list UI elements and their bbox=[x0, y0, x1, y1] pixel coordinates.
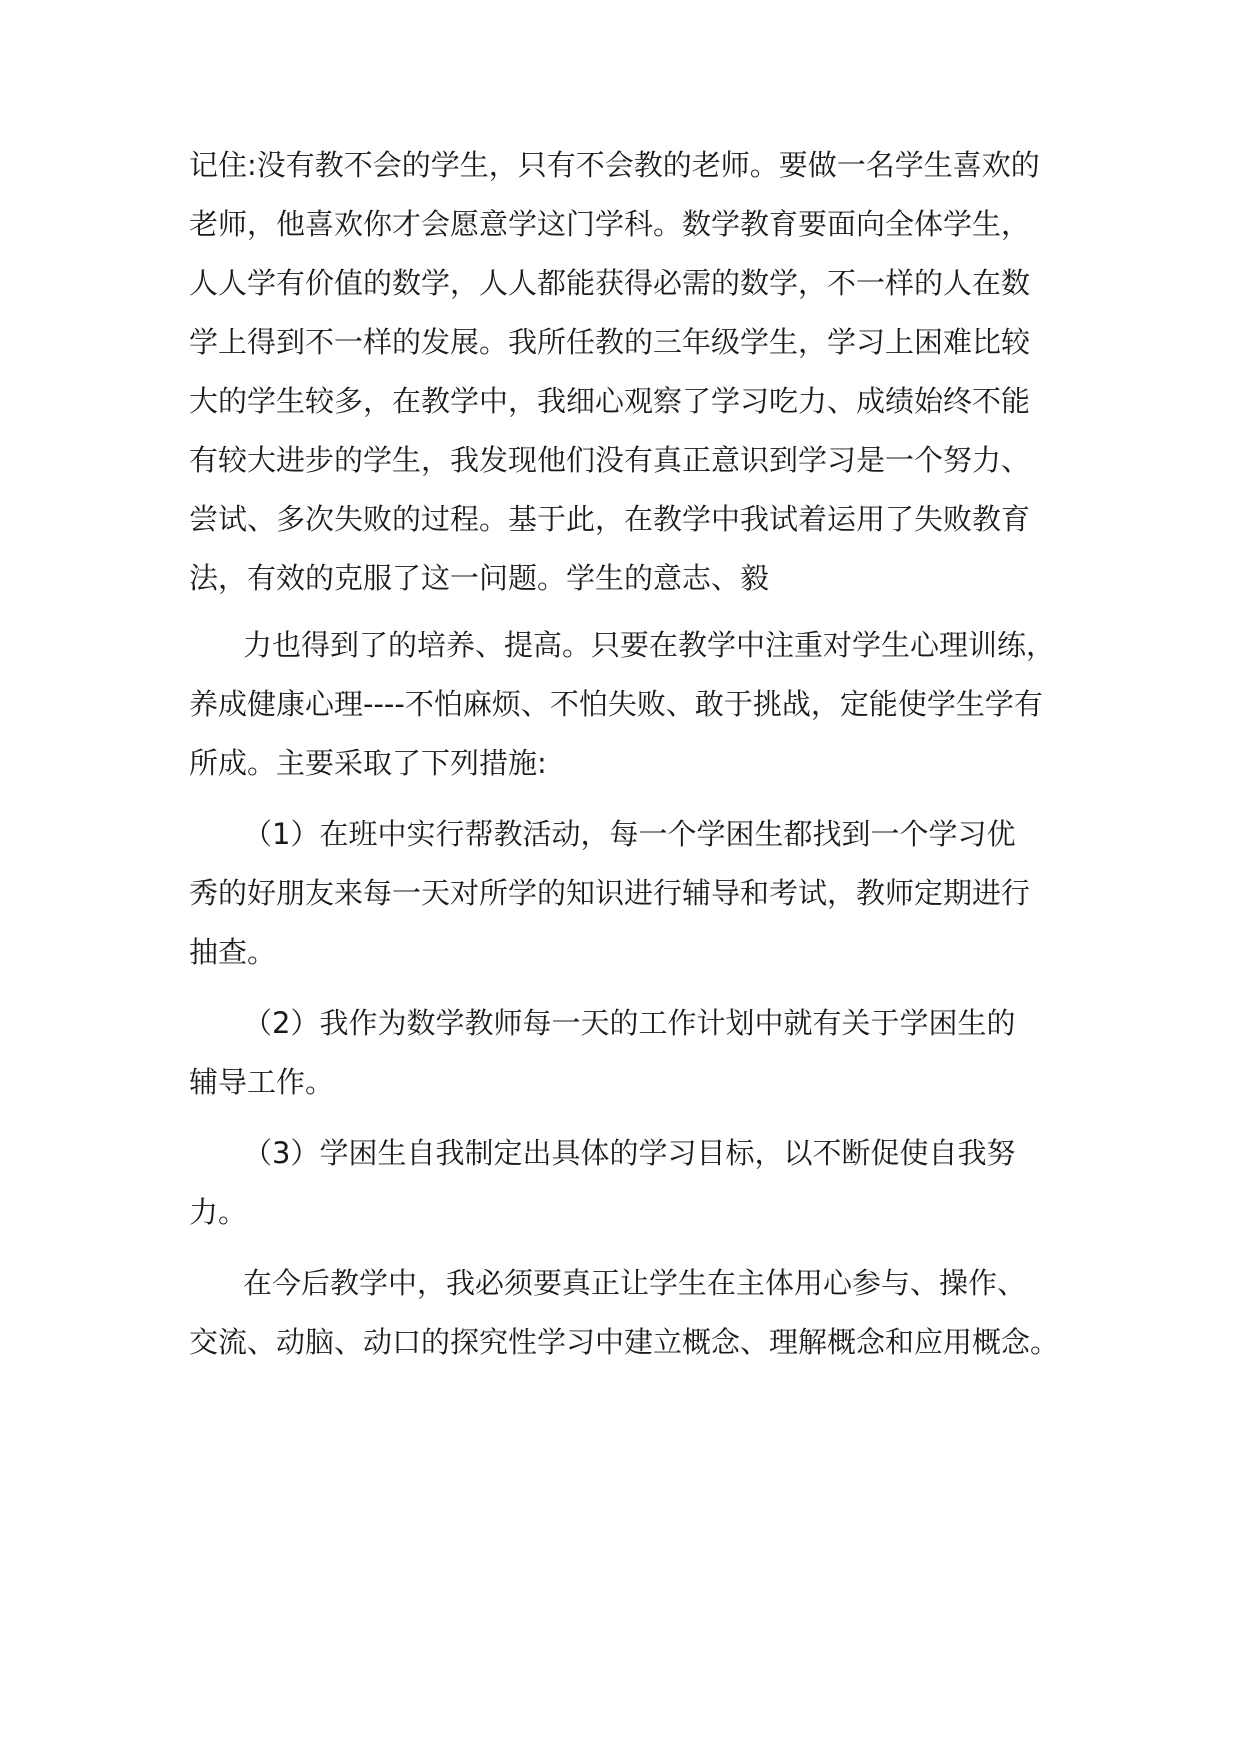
text-line: 抽查。 bbox=[189, 935, 277, 969]
text-line: 力。 bbox=[189, 1195, 248, 1229]
text-line: 学上得到不一样的发展。我所任教的三年级学生，学习上困难比较 bbox=[189, 325, 1031, 359]
text-line: （3）学困生自我制定出具体的学习目标，以不断促使自我努 bbox=[243, 1136, 1016, 1170]
text-line: 尝试、多次失败的过程。基于此，在教学中我试着运用了失败教育 bbox=[189, 502, 1031, 536]
text-line: 辅导工作。 bbox=[189, 1065, 335, 1099]
text-line: 有较大进步的学生，我发现他们没有真正意识到学习是一个努力、 bbox=[189, 443, 1031, 477]
text-line: 在今后教学中，我必须要真正让学生在主体用心参与、操作、 bbox=[243, 1266, 1027, 1300]
text-line: 老师，他喜欢你才会愿意学这门学科。数学教育要面向全体学生， bbox=[189, 207, 1031, 241]
text-line: 法，有效的克服了这一问题。学生的意志、毅 bbox=[189, 561, 770, 595]
text-line: 养成健康心理----不怕麻烦、不怕失败、敢于挑战，定能使学生学有 bbox=[189, 687, 1043, 721]
text-line: 秀的好朋友来每一天对所学的知识进行辅导和考试，教师定期进行 bbox=[189, 876, 1031, 910]
text-line: 交流、动脑、动口的探究性学习中建立概念、理解概念和应用概念。 bbox=[189, 1325, 1060, 1359]
text-line: 所成。主要采取了下列措施: bbox=[189, 746, 547, 780]
text-line: （2）我作为数学教师每一天的工作计划中就有关于学困生的 bbox=[243, 1006, 1016, 1040]
text-line: 大的学生较多，在教学中，我细心观察了学习吃力、成绩始终不能 bbox=[189, 384, 1031, 418]
text-line: 记住:没有教不会的学生，只有不会教的老师。要做一名学生喜欢的 bbox=[189, 148, 1040, 182]
text-line: 力也得到了的培养、提高。只要在教学中注重对学生心理训练， bbox=[243, 628, 1056, 662]
text-line: （1）在班中实行帮教活动，每一个学困生都找到一个学习优 bbox=[243, 817, 1016, 851]
text-line: 人人学有价值的数学，人人都能获得必需的数学，不一样的人在数 bbox=[189, 266, 1031, 300]
